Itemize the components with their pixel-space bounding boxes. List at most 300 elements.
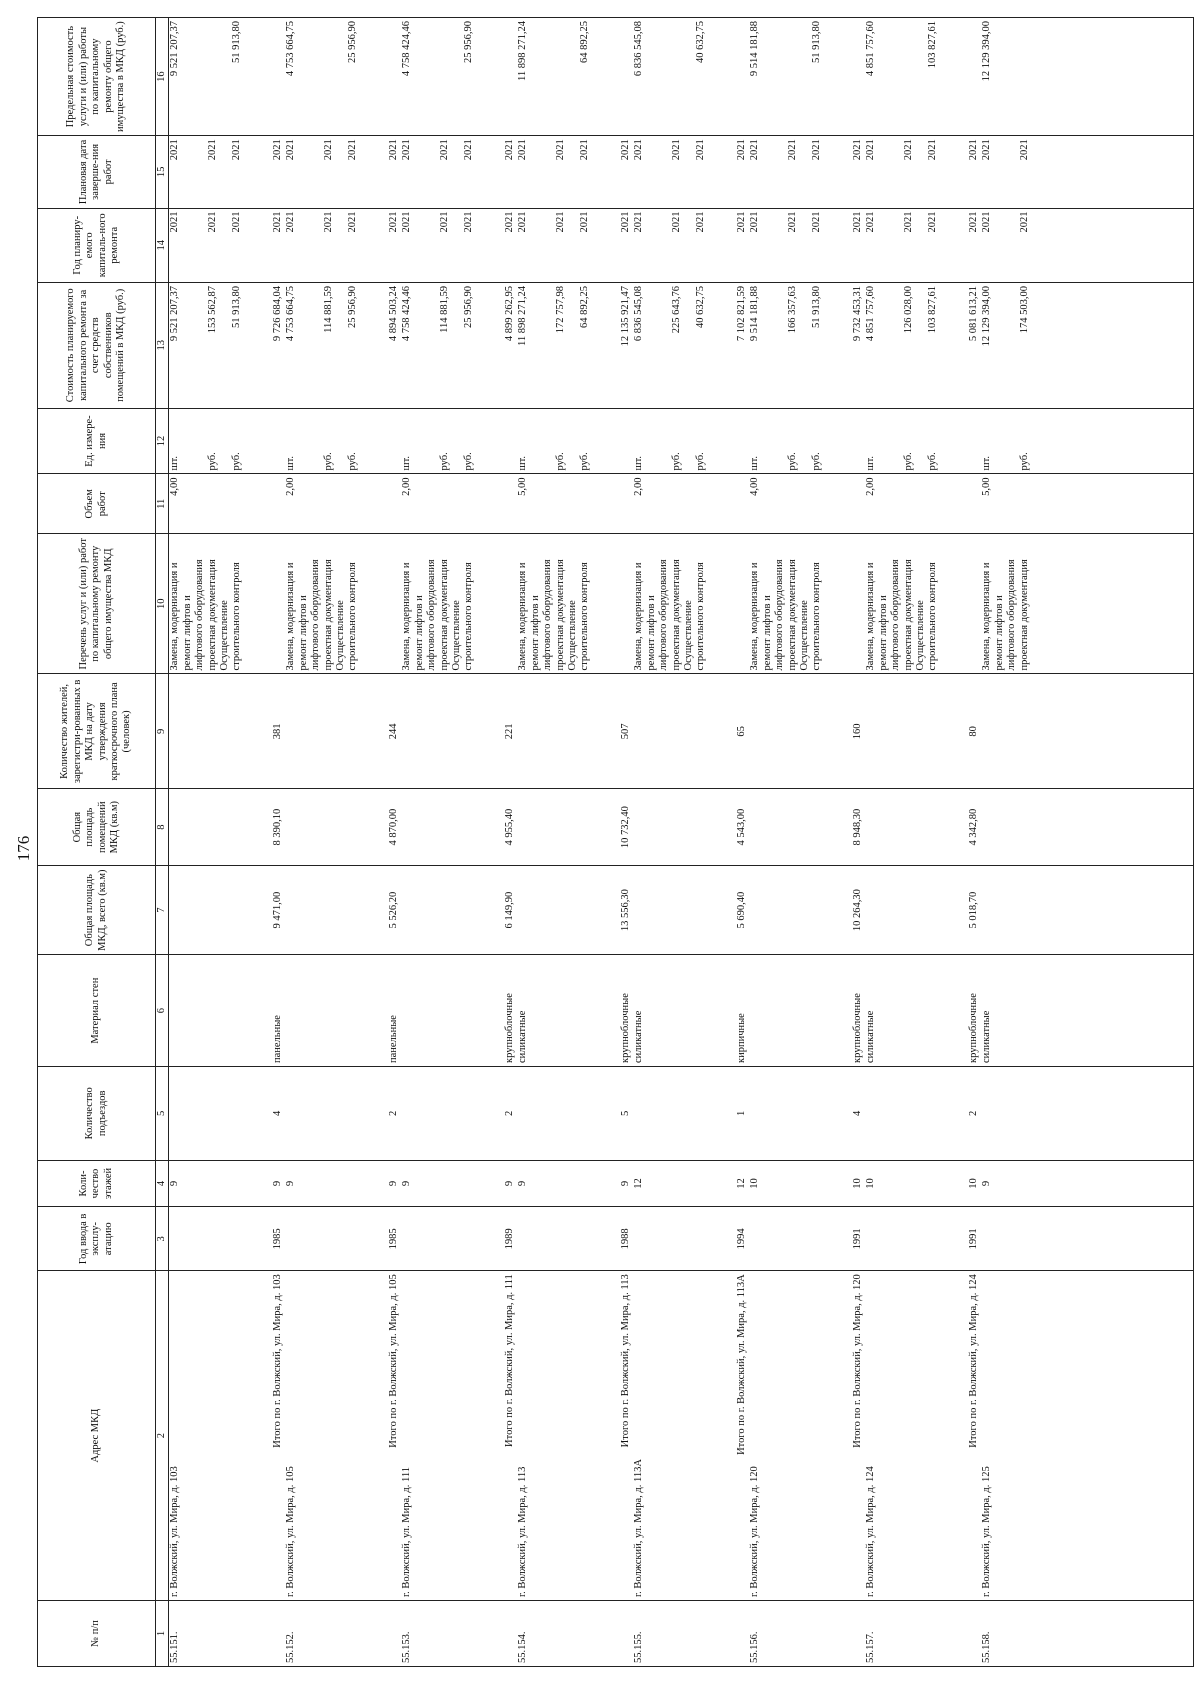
cell-col-11 [169,474,1194,534]
work-line: лифтового оборудования [1006,559,1018,671]
limit-cost-cell: 64 892,25 [579,21,591,63]
completion-date-cell: 2021 [865,139,877,161]
rooms-area-cell: 4 543,00 [736,808,748,846]
cell-col-10 [169,534,1194,674]
completion-date-cell: 2021 [554,139,566,161]
header-address: Адрес МКД [38,1271,156,1601]
completion-date-cell: 2021 [811,139,823,161]
cost-cell: 40 632,75 [695,286,707,328]
completion-date-cell: 2021 [902,139,914,161]
work-line: Замена, модернизация и [169,562,181,671]
page-number: 176 [14,835,33,862]
limit-cost-cell: 103 827,61 [927,21,939,69]
header-unit: Ед. измере-ния [38,408,156,474]
cost-cell: 126 028,00 [902,286,914,334]
work-line: строительного контроля [811,562,823,671]
total-label: Итого по г. Волжский, ул. Мира, д. 105 [388,1274,400,1448]
unit-cell: шт. [749,455,761,471]
wall-material-cell: панельные [272,1015,284,1064]
limit-cost-cell: 51 913,80 [811,21,823,63]
repair-year-cell: 2021 [811,211,823,233]
total-cost-cell: 12 135 921,47 [620,286,632,347]
total-cost-cell: 9 726 684,04 [272,286,284,342]
year-built-cell: 1988 [620,1228,632,1250]
header-volume: Объем работ [38,474,156,534]
total-area-cell: 6 149,90 [504,891,516,929]
unit-cell: шт. [981,455,993,471]
total-label: Итого по г. Волжский, ул. Мира, д. 103 [272,1274,284,1448]
work-line: лифтового оборудования [774,559,786,671]
header-row [38,18,156,1667]
repair-year-cell: 2021 [1018,211,1030,233]
repair-year-cell: 2021 [695,211,707,233]
cell-col-6 [169,955,1194,1067]
repair-year-cell: 2021 [388,211,400,233]
entrances-cell: 4 [272,1110,284,1116]
total-area-cell: 10 264,30 [852,889,864,932]
cost-cell: 51 913,80 [811,286,823,328]
header-wall-material: Материал стен [38,955,156,1067]
repair-year-cell: 2021 [347,211,359,233]
colnum: 6 [156,955,169,1067]
header-cost: Стоимость планируемого капитального ремонта за счет средств собственников помещений в МКД (руб.) [38,283,156,409]
colnum: 14 [156,208,169,282]
header-floors: Коли-чество этажей [38,1160,156,1207]
cost-cell: 225 643,76 [670,286,682,334]
work-line: ремонт лифтов и [993,595,1005,671]
cell-col-1 [169,1601,1194,1667]
row-number: 55.153. [401,1631,413,1663]
completion-date-cell: 2021 [1018,139,1030,161]
floors-cell: 9 [285,1180,297,1187]
completion-date-cell: 2021 [347,139,359,161]
work-line: Замена, модернизация и [517,562,529,671]
work-line: Осуществление [451,600,462,671]
limit-cost-cell: 40 632,75 [695,21,707,63]
unit-cell: руб. [463,452,475,471]
entrances-cell: 2 [388,1110,400,1116]
work-line: ремонт лифтов и [761,595,773,671]
completion-date-cell: 2021 [517,139,529,161]
work-line: строительного контроля [695,562,707,671]
repair-year-cell: 2021 [231,211,243,233]
limit-cost-cell: 4 753 664,75 [285,21,297,77]
floors-cell: 9 [388,1180,400,1187]
total-label: Итого по г. Волжский, ул. Мира, д. 124 [968,1274,980,1448]
work-line: Осуществление [799,600,810,671]
entrances-cell: 5 [620,1110,632,1116]
work-line: Замена, модернизация и [865,562,877,671]
completion-date-cell: 2021 [272,139,284,161]
repair-year-cell: 2021 [463,211,475,233]
completion-date-cell: 2021 [786,139,798,161]
work-line: проектная документация [554,559,566,671]
header-year-built: Год ввода в эксплу-атацию [38,1207,156,1271]
total-cost-cell: 7 102 821,59 [736,286,748,342]
header-rooms-area: Общая площадь помещений МКД (кв.м) [38,789,156,866]
year-built-cell: 1991 [852,1228,864,1250]
work-line: Замена, модернизация и [749,562,761,671]
colnum: 4 [156,1160,169,1207]
unit-cell: руб. [579,452,591,471]
completion-date-cell: 2021 [322,139,334,161]
total-label: Итого по г. Волжский, ул. Мира, д. 120 [852,1274,864,1448]
work-line: ремонт лифтов и [877,595,889,671]
work-line: строительного контроля [463,562,475,671]
repair-year-cell: 2021 [206,211,218,233]
completion-date-cell: 2021 [633,139,645,161]
work-line: лифтового оборудования [194,559,206,671]
repair-year-cell: 2021 [981,211,993,233]
repair-year-cell: 2021 [169,211,181,233]
rooms-area-cell: 8 390,10 [272,808,284,846]
work-line: Осуществление [567,600,578,671]
header-works: Перечень услуг и (или) работ по капитальному ремонту общего имущества МКД [38,534,156,674]
row-number: 55.158. [981,1631,993,1663]
floors-cell: 9 [272,1180,284,1187]
completion-date-cell: 2021 [438,139,450,161]
floors-cell: 9 [620,1180,632,1187]
address-cell: г. Волжский, ул. Мира, д. 105 [285,1466,297,1598]
total-cost-cell: 9 732 453,31 [852,286,864,342]
cell-col-7 [169,865,1194,954]
completion-date-cell: 2021 [206,139,218,161]
work-line: проектная документация [322,559,334,671]
colnum: 15 [156,136,169,208]
unit-cell: руб. [206,452,218,471]
unit-cell: руб. [554,452,566,471]
repair-year-cell: 2021 [438,211,450,233]
rooms-area-cell: 8 948,30 [852,808,864,846]
completion-date-cell: 2021 [579,139,591,161]
repair-year-cell: 2021 [852,211,864,233]
year-built-cell: 1985 [388,1228,400,1250]
rooms-area-cell: 10 732,40 [620,806,632,849]
row-number: 55.155. [633,1631,645,1663]
limit-cost-cell: 6 836 545,08 [633,21,645,77]
work-line: Осуществление [335,600,346,671]
wall-material-cell: крупноблочные силикатные [504,993,528,1064]
floors-cell: 9 [169,1180,181,1187]
cost-cell: 25 956,90 [347,286,359,328]
address-cell: г. Волжский, ул. Мира, д. 103 [169,1466,181,1598]
entrances-cell: 4 [852,1110,864,1116]
colnum: 2 [156,1271,169,1601]
work-line: лифтового оборудования [310,559,322,671]
cost-cell: 4 851 757,60 [865,286,877,342]
completion-date-cell: 2021 [736,139,748,161]
completion-date-cell: 2021 [504,139,516,161]
work-line: строительного контроля [927,562,939,671]
colnum: 16 [156,18,169,136]
repair-year-cell: 2021 [401,211,413,233]
residents-cell: 80 [968,726,980,737]
cost-cell: 4 758 424,46 [401,286,413,342]
repair-year-cell: 2021 [786,211,798,233]
repair-year-cell: 2021 [902,211,914,233]
floors-cell: 9 [504,1180,516,1187]
repair-year-cell: 2021 [736,211,748,233]
work-line: лифтового оборудования [658,559,670,671]
cost-cell: 51 913,80 [231,286,243,328]
cost-cell: 6 836 545,08 [633,286,645,342]
cost-cell: 114 881,59 [322,286,334,333]
cell-col-13 [169,283,1194,409]
row-number: 55.152. [285,1631,297,1663]
unit-cell: руб. [231,452,243,471]
address-cell: г. Волжский, ул. Мира, д. 124 [865,1466,877,1598]
header-repair-year: Год планиру-емого капиталь-ного ремонта [38,208,156,282]
wall-material-cell: кирпичные [736,1013,748,1064]
repair-year-cell: 2021 [865,211,877,233]
colnum: 7 [156,865,169,954]
colnum: 10 [156,534,169,674]
repair-year-cell: 2021 [285,211,297,233]
data-body [169,18,1194,1667]
floors-cell: 12 [736,1178,748,1189]
unit-cell: шт. [169,455,181,471]
cell-col-2 [169,1271,1194,1601]
completion-date-cell: 2021 [401,139,413,161]
row-number: 55.156. [749,1631,761,1663]
completion-date-cell: 2021 [388,139,400,161]
completion-date-cell: 2021 [620,139,632,161]
year-built-cell: 1994 [736,1228,748,1250]
unit-cell: руб. [902,452,914,471]
cell-col-4 [169,1160,1194,1207]
cost-cell: 12 129 394,00 [981,286,993,347]
cell-col-14 [169,208,1194,282]
cost-cell: 153 562,87 [206,286,218,334]
repair-year-cell: 2021 [670,211,682,233]
floors-cell: 12 [633,1178,645,1189]
unit-cell: шт. [865,455,877,471]
cost-cell: 9 514 181,88 [749,286,761,342]
repair-year-cell: 2021 [322,211,334,233]
completion-date-cell: 2021 [968,139,980,161]
colnum: 12 [156,408,169,474]
limit-cost-cell: 51 913,80 [231,21,243,63]
unit-cell: руб. [927,452,939,471]
repair-year-cell: 2021 [272,211,284,233]
cost-cell: 64 892,25 [579,286,591,328]
volume-cell: 2,00 [865,477,877,496]
completion-date-cell: 2021 [695,139,707,161]
work-line: Замена, модернизация и [401,562,413,671]
header-num: № п/п [38,1601,156,1667]
total-label: Итого по г. Волжский, ул. Мира, д. 111 [504,1274,516,1447]
volume-cell: 5,00 [981,477,993,496]
limit-cost-cell: 4 851 757,60 [865,21,877,77]
residents-cell: 507 [620,723,632,740]
cell-col-12 [169,408,1194,474]
row-number: 55.154. [517,1631,529,1663]
header-limit-cost: Предельная стоимость услуги и (или) работы по капитальному ремонту общего имущества в МКД (руб.) [38,18,156,136]
total-area-cell: 5 690,40 [736,891,748,929]
colnum: 13 [156,283,169,409]
unit-cell: шт. [285,455,297,471]
repair-year-cell: 2021 [927,211,939,233]
cost-cell: 11 898 271,24 [517,286,529,346]
address-cell: г. Волжский, ул. Мира, д. 120 [749,1466,761,1598]
total-label: Итого по г. Волжский, ул. Мира, д. 113А [736,1274,748,1455]
column-number-row [156,18,169,1667]
completion-date-cell: 2021 [169,139,181,161]
completion-date-cell: 2021 [981,139,993,161]
unit-cell: руб. [786,452,798,471]
work-line: ремонт лифтов и [529,595,541,671]
work-line: проектная документация [206,559,218,671]
residents-cell: 65 [736,726,748,737]
cell-col-16 [169,18,1194,136]
wall-material-cell: панельные [388,1015,400,1064]
completion-date-cell: 2021 [670,139,682,161]
work-line: Замена, модернизация и [285,562,297,671]
work-line: лифтового оборудования [426,559,438,671]
row-number: 55.151. [169,1631,181,1663]
total-area-cell: 9 471,00 [272,891,284,929]
unit-cell: шт. [517,455,529,471]
work-line: ремонт лифтов и [413,595,425,671]
work-line: ремонт лифтов и [181,595,193,671]
cell-col-15 [169,136,1194,208]
work-line: строительного контроля [231,562,243,671]
unit-cell: руб. [670,452,682,471]
completion-date-cell: 2021 [285,139,297,161]
limit-cost-cell: 9 514 181,88 [749,21,761,77]
unit-cell: шт. [633,455,645,471]
limit-cost-cell: 25 956,90 [463,21,475,63]
total-cost-cell: 4 899 262,95 [504,286,516,342]
colnum: 11 [156,474,169,534]
completion-date-cell: 2021 [927,139,939,161]
total-cost-cell: 4 894 503,24 [388,286,400,342]
header-total-area: Общая площадь МКД, всего (кв.м) [38,865,156,954]
total-cost-cell: 5 081 613,21 [968,286,980,342]
residents-cell: 244 [388,723,400,740]
work-line: лифтового оборудования [890,559,902,671]
work-line: лифтового оборудования [542,559,554,671]
cell-col-3 [169,1207,1194,1271]
repair-year-cell: 2021 [517,211,529,233]
cost-cell: 25 956,90 [463,286,475,328]
floors-cell: 9 [401,1180,413,1187]
volume-cell: 5,00 [517,477,529,496]
colnum: 9 [156,674,169,789]
cost-cell: 166 357,63 [786,286,798,334]
work-line: ремонт лифтов и [645,595,657,671]
address-cell: г. Волжский, ул. Мира, д. 113А [633,1459,645,1598]
work-line: проектная документация [438,559,450,671]
completion-date-cell: 2021 [852,139,864,161]
year-built-cell: 1989 [504,1228,516,1250]
repair-year-cell: 2021 [554,211,566,233]
cell-col-9 [169,674,1194,789]
limit-cost-cell: 25 956,90 [347,21,359,63]
floors-cell: 10 [852,1178,864,1189]
residents-cell: 221 [504,723,516,740]
floors-cell: 10 [968,1178,980,1189]
header-completion-date: Плановая дата заверше-ния работ [38,136,156,208]
entrances-cell: 2 [504,1110,516,1116]
rooms-area-cell: 4 955,40 [504,808,516,846]
residents-cell: 160 [852,723,864,740]
limit-cost-cell: 9 521 207,37 [169,21,181,77]
wall-material-cell: крупноблочные силикатные [852,993,876,1064]
repair-year-cell: 2021 [968,211,980,233]
work-line: Замена, модернизация и [633,562,645,671]
work-line: Осуществление [219,600,230,671]
repair-year-cell: 2021 [579,211,591,233]
cost-cell: 4 753 664,75 [285,286,297,342]
volume-cell: 4,00 [749,477,761,496]
entrances-cell: 2 [968,1110,980,1116]
unit-cell: руб. [811,452,823,471]
wall-material-cell: крупноблочные силикатные [620,993,644,1064]
cost-cell: 9 521 207,37 [169,286,181,342]
colnum: 5 [156,1067,169,1161]
wall-material-cell: крупноблочные силикатные [968,993,992,1064]
repair-year-cell: 2021 [749,211,761,233]
year-built-cell: 1991 [968,1228,980,1250]
repair-year-cell: 2021 [620,211,632,233]
unit-cell: руб. [1018,452,1030,471]
completion-date-cell: 2021 [749,139,761,161]
work-line: проектная документация [786,559,798,671]
volume-cell: 4,00 [169,477,181,496]
header-entrances: Количество подъездов [38,1067,156,1161]
capital-repair-table [37,17,1194,1667]
completion-date-cell: 2021 [231,139,243,161]
work-line: Замена, модернизация и [981,562,993,671]
repair-year-cell: 2021 [504,211,516,233]
unit-cell: руб. [695,452,707,471]
total-area-cell: 5 018,70 [968,891,980,929]
work-line: проектная документация [670,559,682,671]
year-built-cell: 1985 [272,1228,284,1250]
work-line: ремонт лифтов и [297,595,309,671]
total-area-cell: 5 526,20 [388,891,400,929]
floors-cell: 9 [517,1180,529,1187]
total-area-cell: 13 556,30 [620,889,632,932]
floors-cell: 9 [981,1180,993,1187]
work-line: Осуществление [915,600,926,671]
address-cell: г. Волжский, ул. Мира, д. 111 [401,1467,413,1598]
cost-cell: 174 503,00 [1018,286,1030,334]
cost-cell: 172 757,98 [554,286,566,334]
header-residents: Количество жителей, зарегистри-рованных в МКД на дату утверждения краткосрочного плана (человек) [38,674,156,789]
colnum: 1 [156,1601,169,1667]
colnum: 8 [156,789,169,866]
address-cell: г. Волжский, ул. Мира, д. 125 [981,1466,993,1598]
limit-cost-cell: 12 129 394,00 [981,21,993,82]
entrances-cell: 1 [736,1110,748,1116]
residents-cell: 381 [272,723,284,740]
rooms-area-cell: 4 342,80 [968,808,980,846]
work-line: Осуществление [683,600,694,671]
work-line: проектная документация [1018,559,1030,671]
limit-cost-cell: 11 898 271,24 [517,21,529,81]
limit-cost-cell: 4 758 424,46 [401,21,413,77]
volume-cell: 2,00 [401,477,413,496]
cost-cell: 114 881,59 [438,286,450,333]
volume-cell: 2,00 [285,477,297,496]
work-line: строительного контроля [347,562,359,671]
address-cell: г. Волжский, ул. Мира, д. 113 [517,1466,529,1598]
completion-date-cell: 2021 [463,139,475,161]
unit-cell: руб. [322,452,334,471]
total-label: Итого по г. Волжский, ул. Мира, д. 113 [620,1274,632,1448]
